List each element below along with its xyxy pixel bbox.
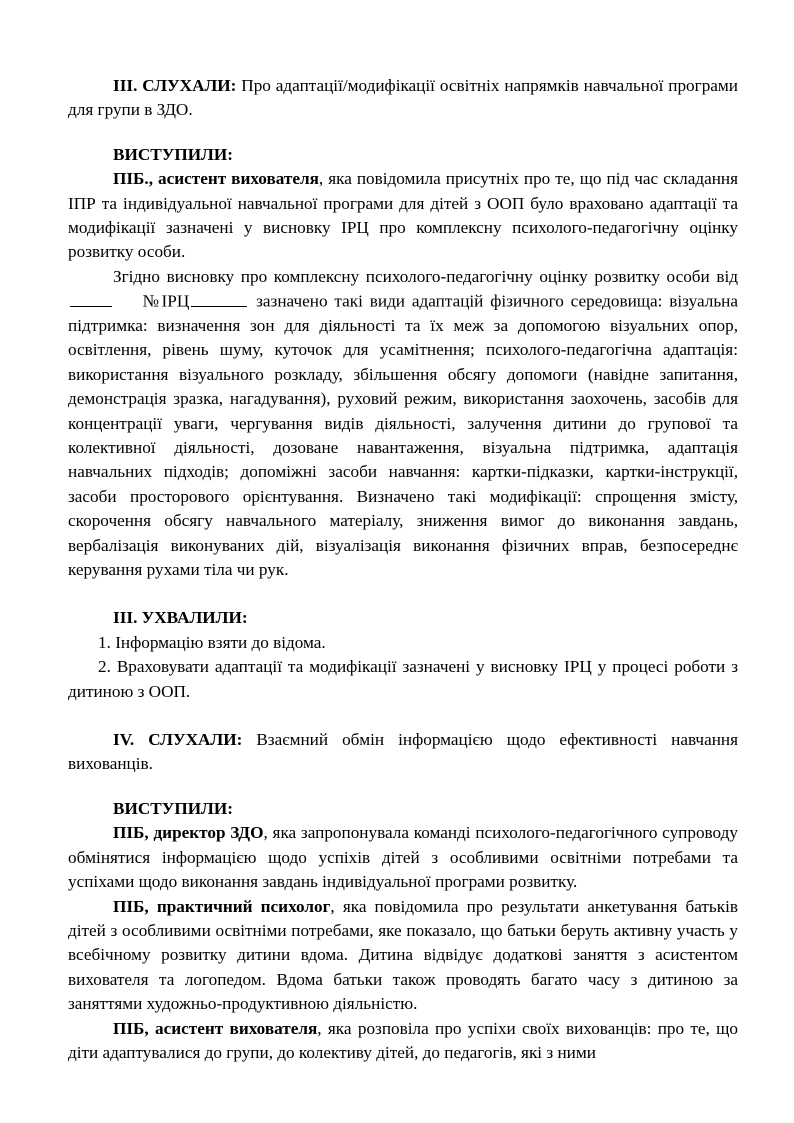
spacer <box>68 582 738 606</box>
speaker-psychologist: ПІБ, практичний психолог <box>113 896 331 916</box>
speaker-director: ПІБ, директор ЗДО <box>113 823 264 843</box>
blank-field-date[interactable] <box>70 289 112 306</box>
text-psychologist: , яка повідомила про результати анкетування батьків дітей з особливими освітніми потребами, яке показало, що батьки беруть активну участь у всебічному розвитку дитини вдома. Дитина відвідує додаткові заняття з асистентом вихователя та логопедом. Вдома батьки також проводять багато часу з дитиною за заняттями художньо-продуктивною діяльністю. <box>68 896 738 1014</box>
paragraph-conclusion-long <box>68 265 738 583</box>
heading-section4-sluhaly: IV. СЛУХАЛИ: <box>113 730 243 750</box>
document-body <box>68 74 738 1065</box>
blank-field-irc-number[interactable] <box>191 289 247 306</box>
heading-section3-sluhaly: III. СЛУХАЛИ: <box>113 76 237 95</box>
paragraph-director <box>68 821 738 894</box>
text-director: , яка запропонувала команді психолого-педагогічного супроводу обмінятися інформацією щодо успіхів дітей з особливими освітніми потребами та успіхами щодо виконання завдань індивідуальної програми розвитку. <box>68 823 738 892</box>
text-section4-sluhaly: Взаємний обмін інформацією щодо ефективності навчання вихованців. <box>68 730 738 774</box>
spacer <box>68 704 738 728</box>
text-assistant-2: , яка розповіла про успіхи своїх вихованців: про те, що діти адаптувалися до групи, до колективу дітей, до педагогів, які з ними <box>68 1018 739 1062</box>
speaker-assistant-1: ПІБ., асистент вихователя <box>113 169 319 189</box>
heading-vystupyly-1: ВИСТУПИЛИ: <box>113 144 233 164</box>
spacer <box>68 777 738 797</box>
paragraph-assistant-1 <box>68 167 738 265</box>
text-conclusion-irc-label: №ІРЦ <box>140 291 190 311</box>
paragraph-assistant-2 <box>68 1017 738 1066</box>
heading-section3-uhvalyly: III. УХВАЛИЛИ: <box>113 608 248 628</box>
heading-vystupyly-2: ВИСТУПИЛИ: <box>113 798 233 818</box>
text-conclusion-part3: зазначено такі види адаптацій фізичного середовища: візуальна підтримка: визначення зон для діяльності та їх меж за допомогою візуальних опор, освітлення, рівень шуму, куточок для усамітнення; психолого-педагогічна адаптація: використання візуального розкладу, збільшення обсягу допомоги (навідне запитання, демонстрація зразка, нагадування), руховий режим, використання заохочень, засобів для концентрації уваги, чергування видів діяльності, залучення дитини до групової та колективної діяльності, дозоване навантаження, візуальна підтримка, адаптація навчальних підходів; допоміжні засоби навчання: картки-підказки, картки-інструкції, засоби просторового орієнтування. Визначено такі модифікації: спрощення змісту, скорочення обсягу навчального матеріалу, зниження вимог до виконання завдань, вербалізація виконуваних дій, візуалізація виконання фізичних вправ, безпосереднє керування рухами тіла чи рук. <box>68 291 738 580</box>
text-section3-sluhaly: Про адаптації/модифікації освітніх напрямків навчальної програми для групи в ЗДО. <box>68 76 738 120</box>
paragraph-psychologist <box>68 895 738 1017</box>
text-assistant-1: , яка повідомила присутніх про те, що під час складання ІПР та індивідуальної навчальної програми для дітей з ООП було враховано адаптації та модифікації зазначені у висновку ІРЦ про комплексну психолого-педагогічну оцінку розвитку особи. <box>68 169 738 262</box>
paragraph-section3-sluhaly <box>68 74 738 123</box>
text-conclusion-part1: Згідно висновку про комплексну психолого-педагогічну оцінку розвитку особи від <box>113 266 738 286</box>
list-item-uhvalyly-1: 1. Інформацію взяти до відома. <box>98 632 326 652</box>
list-item-uhvalyly-2: 2. Враховувати адаптації та модифікації зазначені у висновку ІРЦ у процесі роботи з дитиною з ООП. <box>68 657 738 701</box>
paragraph-section4-sluhaly <box>68 728 738 777</box>
speaker-assistant-2: ПІБ, асистент вихователя <box>113 1018 318 1038</box>
spacer <box>68 123 738 143</box>
